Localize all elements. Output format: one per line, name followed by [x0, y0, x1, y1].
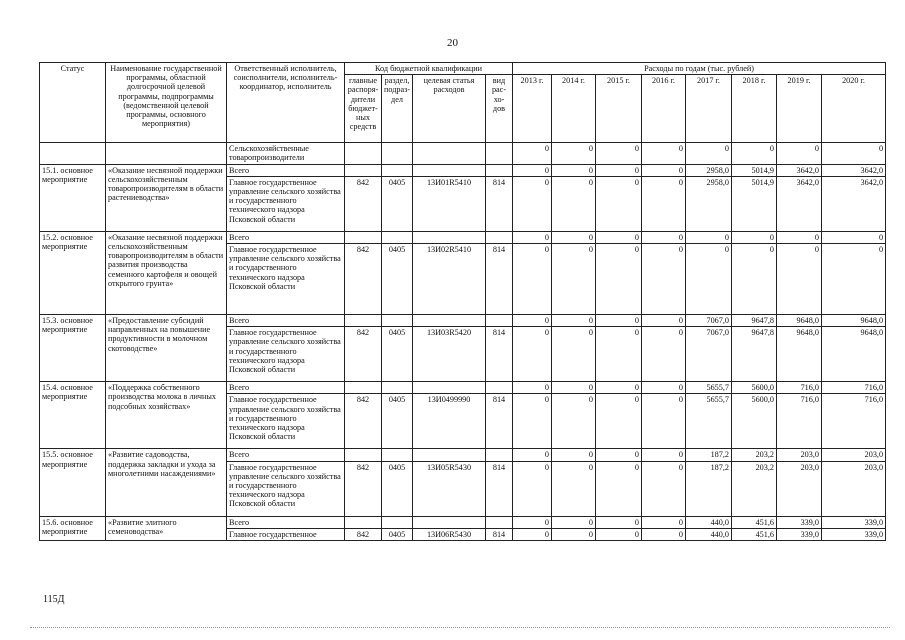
grbs-cell: [345, 143, 382, 164]
value-cell: 0: [686, 244, 732, 315]
status-cell: 15.6. основное мероприятие: [40, 516, 106, 540]
value-cell: 0: [777, 244, 822, 315]
value-cell: 0: [596, 394, 642, 449]
header-year: 2020 г.: [822, 75, 886, 143]
value-cell: 9648,0: [777, 327, 822, 382]
grbs-cell: 842: [345, 461, 382, 516]
value-cell: 0: [552, 449, 596, 461]
csr-cell: [413, 382, 486, 394]
executor-cell: Главное государственное: [227, 528, 345, 540]
header-csr: целевая статья расходов: [413, 75, 486, 143]
value-cell: 5600,0: [732, 394, 777, 449]
csr-cell: 13И03R5420: [413, 327, 486, 382]
grbs-cell: 842: [345, 327, 382, 382]
vr-cell: [486, 516, 513, 528]
value-cell: 7067,0: [686, 327, 732, 382]
value-cell: 339,0: [822, 528, 886, 540]
value-cell: 716,0: [777, 394, 822, 449]
value-cell: 716,0: [777, 382, 822, 394]
value-cell: 0: [686, 231, 732, 243]
vr-cell: [486, 449, 513, 461]
csr-cell: 13И06R5430: [413, 528, 486, 540]
value-cell: 3642,0: [822, 164, 886, 176]
value-cell: 440,0: [686, 516, 732, 528]
csr-cell: [413, 231, 486, 243]
name-cell: «Поддержка собственного производства молока в личных подсобных хозяйствах»: [106, 382, 227, 449]
rzpr-cell: [382, 315, 413, 327]
executor-cell: Сельскохозяйственные товаропроизводители: [227, 143, 345, 164]
grbs-cell: [345, 516, 382, 528]
status-cell: [40, 143, 106, 164]
value-cell: 0: [642, 528, 686, 540]
rzpr-cell: [382, 231, 413, 243]
value-cell: 451,6: [732, 516, 777, 528]
rzpr-cell: [382, 164, 413, 176]
vr-cell: [486, 315, 513, 327]
value-cell: 0: [642, 143, 686, 164]
value-cell: 7067,0: [686, 315, 732, 327]
value-cell: 0: [596, 528, 642, 540]
value-cell: 0: [552, 528, 596, 540]
value-cell: 0: [596, 516, 642, 528]
executor-cell: Главное государственное управление сельского хозяйства и государственного технического надзора Псковской области: [227, 394, 345, 449]
rzpr-cell: 0405: [382, 461, 413, 516]
executor-cell: Главное государственное управление сельского хозяйства и государственного технического надзора Псковской области: [227, 461, 345, 516]
header-status: Статус: [40, 63, 106, 143]
value-cell: 0: [552, 382, 596, 394]
value-cell: 5014,9: [732, 176, 777, 231]
value-cell: 0: [552, 315, 596, 327]
value-cell: 716,0: [822, 382, 886, 394]
header-budget-code: Код бюджетной квалификации: [345, 63, 513, 75]
table-row: [40, 449, 886, 461]
rzpr-cell: [382, 449, 413, 461]
value-cell: 0: [596, 315, 642, 327]
value-cell: 0: [777, 143, 822, 164]
vr-cell: [486, 382, 513, 394]
grbs-cell: 842: [345, 394, 382, 449]
value-cell: 0: [596, 244, 642, 315]
csr-cell: [413, 449, 486, 461]
value-cell: 0: [642, 382, 686, 394]
value-cell: 0: [552, 461, 596, 516]
value-cell: 0: [822, 244, 886, 315]
rzpr-cell: 0405: [382, 528, 413, 540]
value-cell: 0: [552, 164, 596, 176]
executor-cell: Всего: [227, 449, 345, 461]
value-cell: 0: [552, 231, 596, 243]
value-cell: 0: [552, 327, 596, 382]
executor-cell: Всего: [227, 315, 345, 327]
rzpr-cell: 0405: [382, 244, 413, 315]
value-cell: 0: [642, 244, 686, 315]
value-cell: 0: [596, 164, 642, 176]
vr-cell: [486, 231, 513, 243]
csr-cell: [413, 516, 486, 528]
value-cell: 0: [513, 528, 552, 540]
status-cell: 15.3. основное мероприятие: [40, 315, 106, 382]
grbs-cell: [345, 382, 382, 394]
value-cell: 0: [552, 143, 596, 164]
table-body: [40, 143, 886, 541]
value-cell: 0: [596, 231, 642, 243]
value-cell: 0: [642, 394, 686, 449]
vr-cell: 814: [486, 176, 513, 231]
vr-cell: 814: [486, 461, 513, 516]
csr-cell: [413, 315, 486, 327]
value-cell: 0: [642, 176, 686, 231]
rzpr-cell: 0405: [382, 394, 413, 449]
grbs-cell: 842: [345, 528, 382, 540]
executor-cell: Всего: [227, 231, 345, 243]
value-cell: 203,0: [777, 461, 822, 516]
value-cell: 2958,0: [686, 164, 732, 176]
value-cell: 0: [552, 176, 596, 231]
status-cell: 15.5. основное мероприятие: [40, 449, 106, 516]
executor-cell: Всего: [227, 382, 345, 394]
value-cell: 0: [642, 516, 686, 528]
grbs-cell: [345, 449, 382, 461]
value-cell: 0: [732, 231, 777, 243]
vr-cell: 814: [486, 327, 513, 382]
value-cell: 0: [596, 382, 642, 394]
csr-cell: 13И0499990: [413, 394, 486, 449]
value-cell: 0: [596, 327, 642, 382]
value-cell: 5655,7: [686, 382, 732, 394]
csr-cell: 13И01R5410: [413, 176, 486, 231]
header-name: Наименование государственной программы, областной долгосрочной целевой программы, подпрограммы (ведомственной целевой программы, основного мероприятия): [106, 63, 227, 143]
header-year: 2015 г.: [596, 75, 642, 143]
value-cell: 0: [642, 327, 686, 382]
value-cell: 0: [596, 143, 642, 164]
value-cell: 0: [513, 164, 552, 176]
value-cell: 0: [822, 231, 886, 243]
csr-cell: 13И02R5410: [413, 244, 486, 315]
value-cell: 203,0: [777, 449, 822, 461]
value-cell: 0: [642, 461, 686, 516]
grbs-cell: 842: [345, 176, 382, 231]
value-cell: 0: [513, 231, 552, 243]
value-cell: 0: [513, 143, 552, 164]
value-cell: 0: [513, 449, 552, 461]
rzpr-cell: [382, 382, 413, 394]
table-row: [40, 315, 886, 327]
vr-cell: 814: [486, 528, 513, 540]
grbs-cell: [345, 231, 382, 243]
name-cell: [106, 143, 227, 164]
status-cell: 15.1. основное мероприятие: [40, 164, 106, 231]
status-cell: 15.4. основное мероприятие: [40, 382, 106, 449]
value-cell: 0: [513, 382, 552, 394]
grbs-cell: [345, 315, 382, 327]
value-cell: 451,6: [732, 528, 777, 540]
executor-cell: Всего: [227, 164, 345, 176]
value-cell: 0: [513, 327, 552, 382]
header-year: 2013 г.: [513, 75, 552, 143]
csr-cell: 13И05R5430: [413, 461, 486, 516]
value-cell: 0: [822, 143, 886, 164]
table-row: [40, 143, 886, 164]
value-cell: 9647,8: [732, 315, 777, 327]
value-cell: 5014,9: [732, 164, 777, 176]
executor-cell: Главное государственное управление сельского хозяйства и государственного технического надзора Псковской области: [227, 327, 345, 382]
name-cell: «Развитие садоводства, поддержка закладки и ухода за многолетними насаждениями»: [106, 449, 227, 516]
value-cell: 0: [552, 516, 596, 528]
value-cell: 187,2: [686, 461, 732, 516]
value-cell: 0: [513, 176, 552, 231]
value-cell: 0: [642, 449, 686, 461]
value-cell: 0: [513, 516, 552, 528]
value-cell: 203,2: [732, 461, 777, 516]
value-cell: 0: [513, 244, 552, 315]
header-row-1: [40, 63, 886, 75]
name-cell: «Оказание несвязной поддержки сельскохозяйственным товаропроизводителям в области растениеводства»: [106, 164, 227, 231]
value-cell: 9648,0: [777, 315, 822, 327]
value-cell: 339,0: [822, 516, 886, 528]
value-cell: 187,2: [686, 449, 732, 461]
value-cell: 5600,0: [732, 382, 777, 394]
value-cell: 9648,0: [822, 327, 886, 382]
value-cell: 0: [777, 231, 822, 243]
table-row: [40, 164, 886, 176]
executor-cell: Всего: [227, 516, 345, 528]
header-grbs: главные распоря-дители бюджет-ных средств: [345, 75, 382, 143]
value-cell: 0: [642, 164, 686, 176]
value-cell: 0: [552, 394, 596, 449]
value-cell: 0: [732, 143, 777, 164]
value-cell: 203,0: [822, 461, 886, 516]
value-cell: 3642,0: [777, 164, 822, 176]
value-cell: 0: [513, 461, 552, 516]
name-cell: «Предоставление субсидий направленных на повышение продуктивности в молочном скотоводстве»: [106, 315, 227, 382]
executor-cell: Главное государственное управление сельского хозяйства и государственного технического надзора Псковской области: [227, 244, 345, 315]
header-executor: Ответственный исполнитель, соисполнители, исполнитель-координатор, исполнитель: [227, 63, 345, 143]
rzpr-cell: 0405: [382, 176, 413, 231]
value-cell: 0: [596, 461, 642, 516]
grbs-cell: 842: [345, 244, 382, 315]
name-cell: «Оказание несвязной поддержки сельскохозяйственным товаропроизводителям в области развития производства семенного картофеля и овощей открытого грунта»: [106, 231, 227, 314]
table-row: [40, 231, 886, 243]
header-year: 2019 г.: [777, 75, 822, 143]
grbs-cell: [345, 164, 382, 176]
header-vr: вид рас-хо-дов: [486, 75, 513, 143]
header-rzpr: раздел, подраз-дел: [382, 75, 413, 143]
rzpr-cell: 0405: [382, 327, 413, 382]
header-year: 2014 г.: [552, 75, 596, 143]
value-cell: 339,0: [777, 528, 822, 540]
csr-cell: [413, 143, 486, 164]
header-year: 2016 г.: [642, 75, 686, 143]
value-cell: 0: [513, 394, 552, 449]
footer-code: 115Д: [43, 594, 65, 605]
page-bottom-divider: [30, 627, 890, 628]
value-cell: 203,2: [732, 449, 777, 461]
value-cell: 5655,7: [686, 394, 732, 449]
table-row: [40, 516, 886, 528]
value-cell: 0: [513, 315, 552, 327]
csr-cell: [413, 164, 486, 176]
rzpr-cell: [382, 516, 413, 528]
vr-cell: 814: [486, 394, 513, 449]
value-cell: 0: [596, 449, 642, 461]
value-cell: 0: [732, 244, 777, 315]
executor-cell: Главное государственное управление сельского хозяйства и государственного технического надзора Псковской области: [227, 176, 345, 231]
value-cell: 3642,0: [822, 176, 886, 231]
value-cell: 203,0: [822, 449, 886, 461]
value-cell: 3642,0: [777, 176, 822, 231]
value-cell: 2958,0: [686, 176, 732, 231]
value-cell: 0: [686, 143, 732, 164]
value-cell: 0: [642, 231, 686, 243]
vr-cell: [486, 164, 513, 176]
value-cell: 339,0: [777, 516, 822, 528]
header-expenses: Расходы по годам (тыс. рублей): [513, 63, 886, 75]
vr-cell: [486, 143, 513, 164]
value-cell: 0: [642, 315, 686, 327]
table-row: [40, 382, 886, 394]
header-year: 2017 г.: [686, 75, 732, 143]
vr-cell: 814: [486, 244, 513, 315]
rzpr-cell: [382, 143, 413, 164]
expenses-table: [39, 62, 886, 541]
header-year: 2018 г.: [732, 75, 777, 143]
value-cell: 440,0: [686, 528, 732, 540]
value-cell: 0: [552, 244, 596, 315]
value-cell: 9647,8: [732, 327, 777, 382]
name-cell: «Развитие элитного семеноводства»: [106, 516, 227, 540]
value-cell: 0: [596, 176, 642, 231]
value-cell: 9648,0: [822, 315, 886, 327]
status-cell: 15.2. основное мероприятие: [40, 231, 106, 314]
value-cell: 716,0: [822, 394, 886, 449]
page-number: 20: [447, 37, 458, 49]
